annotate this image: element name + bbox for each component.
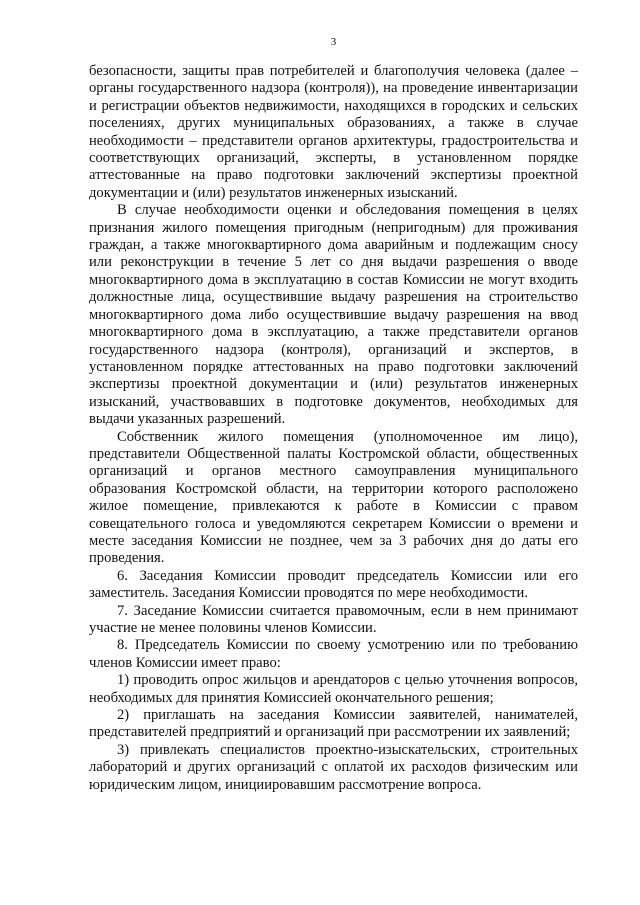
page-number: 3 bbox=[330, 36, 337, 48]
paragraph-commission-restriction: В случае необходимости оценки и обследования помещения в целях признания жилого помещения пригодным (непригодным) для проживания граждан, а также многоквартирного дома аварийным и подлежащим сносу или реконструкции в течение 5 лет со дня выдачи разрешения о вводе многоквартирного дома в эксплуатацию в состав Комиссии не могут входить должностные лица, осуществившие выдачу разрешения на строительство многоквартирного дома либо осуществившие выдачу разрешения на ввод многоквартирного дома в эксплуатацию, а также представители органов государственного надзора (контроля), организаций и экспертов, в установленном порядке аттестованных на право подготовки заключений экспертизы проектной документации и (или) результатов инженерных изысканий, участвовавших в подготовке документов, необходимых для выдачи указанных разрешений. bbox=[89, 202, 578, 428]
paragraph-owner-participation: Собственник жилого помещения (уполномоченное им лицо), представители Общественной палаты Костромской области, общественных организаций и органов местного самоуправления муниципального образования Костромской области, на территории которого расположено жилое помещение, привлекаются к работе в Комиссии с правом совещательного голоса и уведомляются секретарем Комиссии о времени и месте заседания Комиссии не позднее, чем за 3 рабочих дня до даты его проведения. bbox=[89, 428, 578, 567]
paragraph-item-6: 6. Заседания Комиссии проводит председатель Комиссии или его заместитель. Заседания Комиссии проводятся по мере необходимости. bbox=[89, 567, 578, 602]
paragraph-item-8: 8. Председатель Комиссии по своему усмотрению или по требованию членов Комиссии имеет право: bbox=[89, 637, 578, 671]
paragraph-subitem-3: 3) привлекать специалистов проектно-изыскательских, строительных лабораторий и других организаций с оплатой их расходов физическим или юридическим лицом, инициировавшим рассмотрение вопроса. bbox=[89, 741, 578, 793]
paragraph-item-7: 7. Заседание Комиссии считается правомочным, если в нем принимают участие не менее половины членов Комиссии. bbox=[89, 602, 578, 636]
paragraph-subitem-1: 1) проводить опрос жильцов и арендаторов с целью уточнения вопросов, необходимых для принятия Комиссией окончательного решения; bbox=[89, 672, 578, 706]
paragraph-continuation: безопасности, защиты прав потребителей и благополучия человека (далее – органы государственного надзора (контроля)), на проведение инвентаризации и регистрации объектов недвижимости, находящихся в городских и сельских поселениях, других муниципальных образованиях, а также в случае необходимости – представители органов архитектуры, градостроительства и соответствующих организаций, эксперты, в установленном порядке аттестованные на право подготовки заключений экспертизы проектной документации и (или) результатов инженерных изысканий. bbox=[89, 63, 578, 201]
paragraph-subitem-2: 2) приглашать на заседания Комиссии заявителей, нанимателей, представителей предприятий и организаций при рассмотрении их заявлений; bbox=[89, 707, 578, 741]
